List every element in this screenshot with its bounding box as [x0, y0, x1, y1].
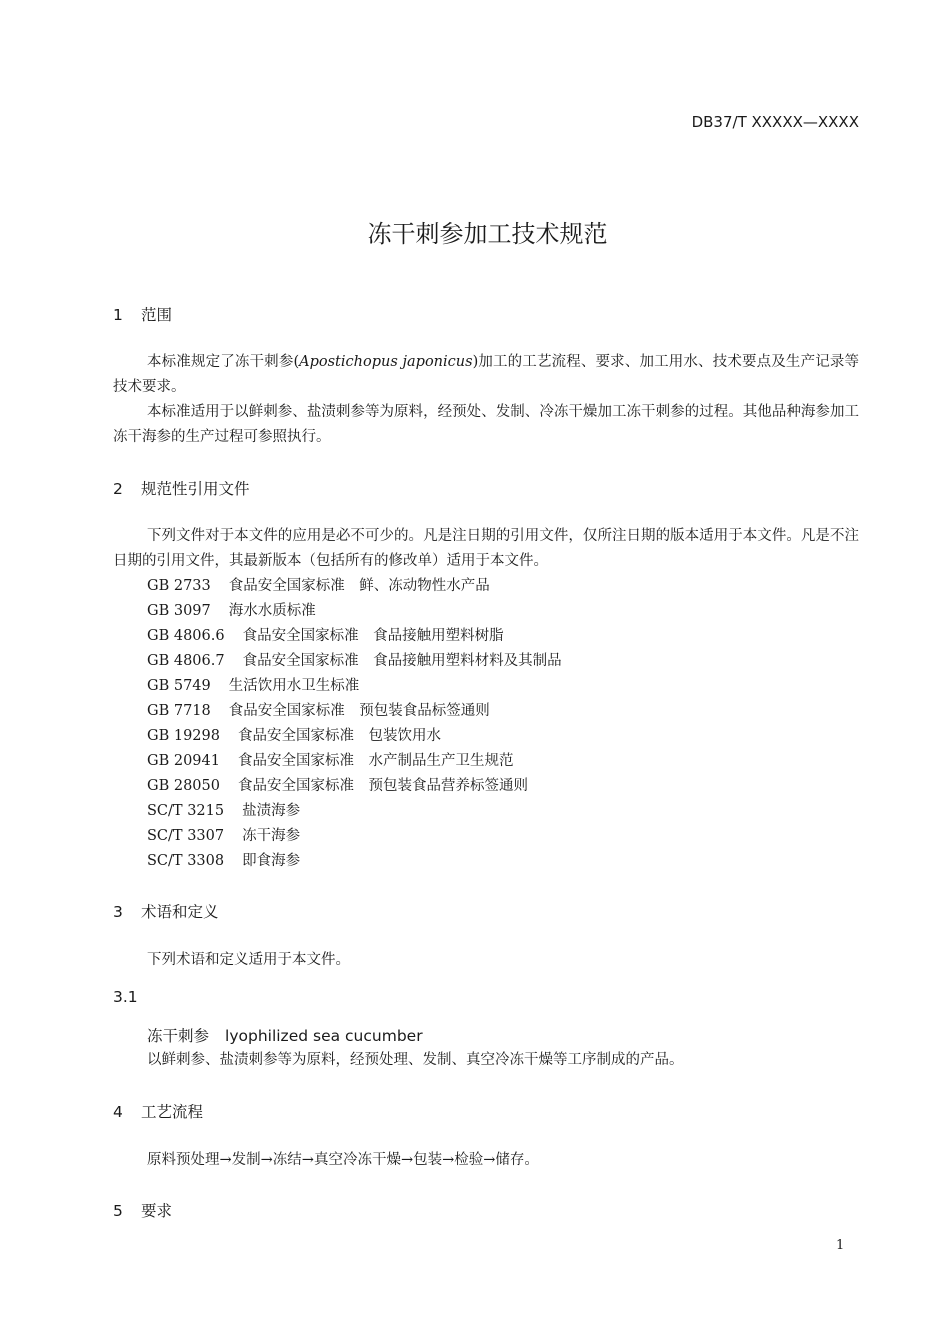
reference-code: GB 2733: [147, 578, 211, 594]
reference-title: 食品安全国家标准 预包装食品标签通则: [228, 703, 490, 719]
reference-item: [147, 724, 441, 745]
scope-text: 本标准规定了冻干刺参(: [147, 354, 300, 370]
latin-name: Apostichopus japonicus: [299, 354, 473, 370]
reference-title: 冻干海参: [242, 828, 301, 844]
reference-title: 食品安全国家标准 水产制品生产卫生规范: [237, 753, 514, 769]
reference-title: 海水水质标准: [228, 603, 316, 619]
reference-code: GB 3097: [147, 603, 211, 619]
section-heading-terms: [113, 900, 219, 922]
reference-title: 盐渍海参: [242, 803, 301, 819]
references-text: 下列文件对于本文件的应用是必不可少的。凡是注日期的引用文件，仅所注日期的版本适用于本文件。凡是不注日期的引用文件，其最新版本（包括所有的修改单）适用于本文件。: [113, 528, 859, 569]
scope-text: 本标准适用于以鲜刺参、盐渍刺参等为原料，经预处、发制、冷冻干燥加工冻干刺参的过程。其他品种海参加工冻干海参的生产过程可参照执行。: [113, 404, 859, 445]
section-number: 2: [113, 480, 123, 498]
reference-item: [147, 574, 490, 595]
reference-item: [147, 799, 300, 820]
reference-code: GB 7718: [147, 703, 211, 719]
term-definition: 以鲜刺参、盐渍刺参等为原料，经预处理、发制、真空冷冻干燥等工序制成的产品。: [147, 1052, 684, 1068]
section-title: 术语和定义: [141, 903, 219, 921]
reference-code: GB 4806.7: [147, 653, 225, 669]
page-number: 1: [836, 1238, 845, 1253]
term-chinese: 冻干刺参: [147, 1027, 210, 1045]
section-title: 要求: [141, 1202, 173, 1220]
document-code: DB37/T XXXXX—XXXX: [691, 113, 859, 131]
reference-item: [147, 624, 504, 645]
reference-title: 食品安全国家标准 鲜、冻动物性水产品: [228, 578, 490, 594]
reference-item: [147, 774, 528, 795]
terms-intro: [113, 948, 859, 973]
section-heading-references: [113, 477, 250, 499]
section-number: 4: [113, 1103, 123, 1121]
process-flow: 原料预处理→发制→冻结→真空冷冻干燥→包装→检验→储存。: [147, 1152, 539, 1168]
term-number: 3.1: [113, 988, 138, 1006]
section-heading-scope: [113, 303, 172, 325]
reference-title: 即食海参: [242, 853, 301, 869]
reference-code: GB 28050: [147, 778, 220, 794]
section-number: 1: [113, 306, 123, 324]
section-title: 规范性引用文件: [141, 480, 250, 498]
reference-title: 食品安全国家标准 食品接触用塑料材料及其制品: [242, 653, 562, 669]
reference-title: 食品安全国家标准 食品接触用塑料树脂: [242, 628, 504, 644]
reference-item: [147, 749, 513, 770]
reference-code: GB 20941: [147, 753, 220, 769]
document-title: 冻干刺参加工技术规范: [367, 220, 608, 248]
section-title: 范围: [141, 306, 173, 324]
references-intro: [113, 524, 859, 574]
reference-item: [147, 849, 300, 870]
reference-title: 生活饮用水卫生标准: [228, 678, 360, 694]
section-number: 5: [113, 1202, 123, 1220]
scope-text: )加工的工艺流程、要求、加工用水、技术要点及生产记录等技术要求。: [113, 354, 860, 395]
term-english: lyophilized sea cucumber: [225, 1027, 423, 1045]
reference-code: GB 4806.6: [147, 628, 225, 644]
reference-code: SC/T 3215: [147, 803, 225, 819]
reference-item: [147, 599, 316, 620]
reference-code: GB 5749: [147, 678, 211, 694]
section-heading-process: [113, 1100, 203, 1122]
reference-title: 食品安全国家标准 预包装食品营养标签通则: [237, 778, 528, 794]
reference-item: [147, 699, 490, 720]
reference-title: 食品安全国家标准 包装饮用水: [237, 728, 441, 744]
scope-paragraph-2: [113, 400, 859, 450]
section-number: 3: [113, 903, 123, 921]
scope-paragraph-1: [113, 350, 859, 400]
section-heading-requirements: [113, 1199, 172, 1221]
reference-code: SC/T 3308: [147, 853, 225, 869]
reference-code: GB 19298: [147, 728, 220, 744]
reference-item: [147, 649, 562, 670]
reference-code: SC/T 3307: [147, 828, 225, 844]
terms-text: 下列术语和定义适用于本文件。: [147, 952, 350, 968]
section-title: 工艺流程: [141, 1103, 204, 1121]
term-title: [147, 1024, 423, 1046]
reference-item: [147, 674, 359, 695]
reference-item: [147, 824, 300, 845]
